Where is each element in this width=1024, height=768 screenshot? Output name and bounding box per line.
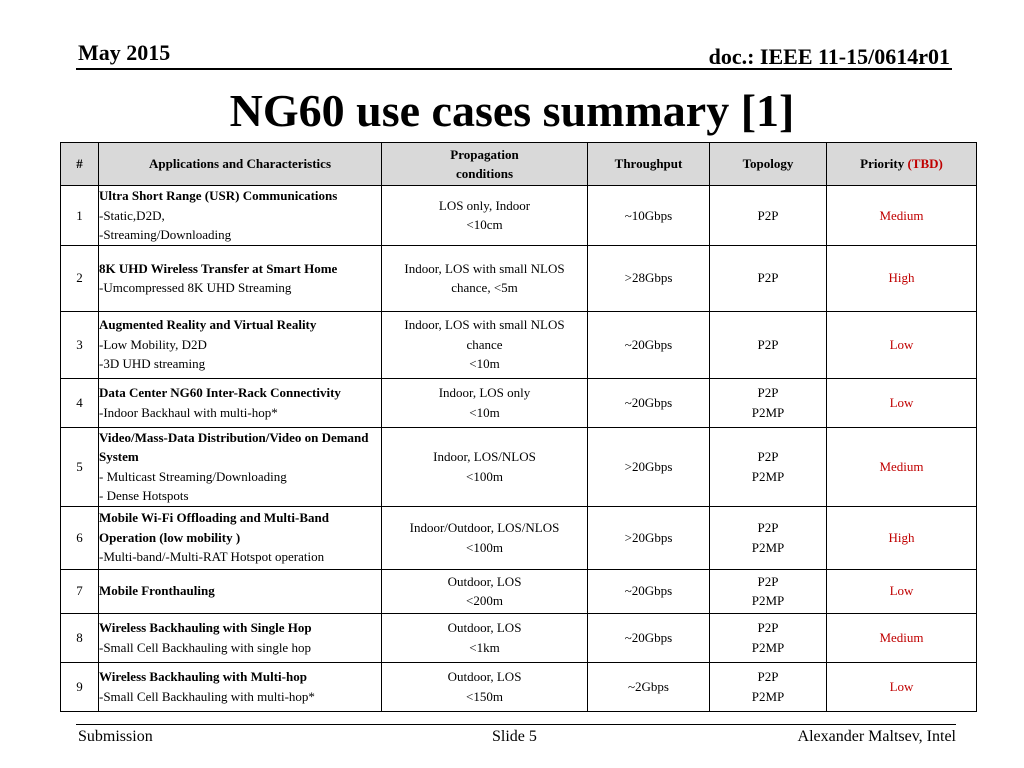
header-propagation-line2: conditions: [455, 166, 514, 181]
propagation-line: <10m: [469, 404, 500, 420]
row-priority: High: [827, 506, 977, 569]
application-detail: - Dense Hotspots: [99, 488, 189, 503]
table-row: [61, 245, 977, 311]
row-priority: Medium: [827, 427, 977, 506]
row-application: [99, 569, 382, 613]
propagation-line: Outdoor, LOS: [447, 573, 522, 589]
footer-submission: Submission: [78, 728, 153, 745]
row-number: 2: [61, 245, 99, 311]
row-application: [99, 311, 382, 378]
application-title: Wireless Backhauling with Single Hop: [99, 620, 312, 635]
row-propagation: [382, 569, 588, 613]
table-row: [61, 506, 977, 569]
topology-line: P2MP: [751, 639, 785, 655]
row-priority: Medium: [827, 186, 977, 246]
topology-line: P2P: [757, 336, 779, 352]
row-propagation: [382, 311, 588, 378]
row-application: [99, 506, 382, 569]
row-priority: Low: [827, 569, 977, 613]
propagation-line: chance, <5m: [451, 280, 518, 295]
application-title: Ultra Short Range (USR) Communications: [99, 188, 338, 203]
row-propagation: [382, 613, 588, 662]
row-topology: [710, 378, 827, 427]
topology-line: P2P: [757, 520, 779, 535]
row-throughput: ~2Gbps: [588, 662, 710, 711]
row-number: 4: [61, 378, 99, 427]
footer-slide-number: Slide 5: [492, 728, 537, 745]
row-priority: Medium: [827, 613, 977, 662]
row-application: [99, 613, 382, 662]
propagation-line: <100m: [466, 539, 503, 555]
propagation-line: chance: [466, 336, 503, 352]
row-priority: Low: [827, 378, 977, 427]
topology-line: P2MP: [751, 404, 785, 420]
propagation-line: <150m: [466, 688, 503, 704]
table-row: [61, 613, 977, 662]
application-detail: -Static,D2D,: [99, 207, 165, 223]
application-detail: -3D UHD streaming: [99, 356, 206, 372]
application-title: Mobile Wi-Fi Offloading and Multi-Band Operation (low mobility ): [99, 510, 329, 545]
header-priority-tbd: (TBD): [907, 156, 943, 172]
row-number: 3: [61, 311, 99, 378]
row-number: 5: [61, 427, 99, 506]
header-number: #: [61, 143, 99, 186]
propagation-line: Indoor, LOS/NLOS: [433, 449, 536, 464]
use-cases-table: [60, 142, 977, 712]
row-application: [99, 378, 382, 427]
application-detail: -Umcompressed 8K UHD Streaming: [99, 280, 292, 295]
row-topology: [710, 569, 827, 613]
table-row: [61, 662, 977, 711]
application-title: Video/Mass-Data Distribution/Video on Demand System: [99, 429, 369, 464]
application-detail: -Multi-band/-Multi-RAT Hotspot operation: [99, 549, 325, 565]
row-application: [99, 662, 382, 711]
propagation-line: LOS only, Indoor: [438, 197, 531, 213]
header-topology: Topology: [710, 143, 827, 186]
footer-author: Alexander Maltsev, Intel: [797, 728, 956, 745]
row-number: 7: [61, 569, 99, 613]
header-rule: [76, 68, 952, 70]
row-application: [99, 245, 382, 311]
propagation-line: <200m: [466, 593, 503, 608]
row-topology: [710, 427, 827, 506]
topology-line: P2MP: [751, 593, 785, 608]
row-application: [99, 427, 382, 506]
row-propagation: [382, 506, 588, 569]
row-throughput: ~20Gbps: [588, 311, 710, 378]
row-throughput: >28Gbps: [588, 245, 710, 311]
propagation-line: Indoor, LOS with small NLOS: [404, 260, 565, 276]
row-application: [99, 186, 382, 246]
table-row: [61, 311, 977, 378]
row-topology: [710, 506, 827, 569]
row-throughput: ~10Gbps: [588, 186, 710, 246]
row-topology: [710, 613, 827, 662]
row-topology: [710, 662, 827, 711]
propagation-line: <100m: [466, 468, 503, 484]
table-header-row: [61, 143, 977, 186]
slide-title: NG60 use cases summary [1]: [229, 85, 795, 136]
header-doc-id: doc.: IEEE 11-15/0614r01: [708, 44, 950, 69]
row-throughput: ~20Gbps: [588, 613, 710, 662]
topology-line: P2MP: [751, 688, 785, 704]
application-detail: -Small Cell Backhauling with single hop: [99, 639, 311, 655]
row-propagation: [382, 427, 588, 506]
application-detail: -Low Mobility, D2D: [99, 336, 207, 352]
application-title: Mobile Fronthauling: [99, 583, 215, 599]
row-propagation: [382, 186, 588, 246]
header-applications: Applications and Characteristics: [99, 143, 382, 186]
topology-line: P2P: [757, 207, 779, 223]
application-title: 8K UHD Wireless Transfer at Smart Home: [99, 260, 338, 276]
topology-line: P2P: [757, 669, 779, 684]
propagation-line: Outdoor, LOS: [447, 669, 522, 684]
header-throughput: Throughput: [588, 143, 710, 186]
row-topology: [710, 245, 827, 311]
propagation-line: <10cm: [466, 217, 503, 233]
row-priority: Low: [827, 662, 977, 711]
propagation-line: Indoor, LOS only: [438, 385, 531, 400]
header-propagation-line1: Propagation: [450, 146, 519, 162]
row-number: 8: [61, 613, 99, 662]
row-propagation: [382, 378, 588, 427]
row-propagation: [382, 662, 588, 711]
table-row: [61, 427, 977, 506]
application-detail: -Indoor Backhaul with multi-hop*: [99, 404, 278, 420]
row-number: 9: [61, 662, 99, 711]
topology-line: P2P: [757, 620, 779, 635]
application-title: Wireless Backhauling with Multi-hop: [99, 669, 307, 684]
row-throughput: ~20Gbps: [588, 569, 710, 613]
application-detail: -Streaming/Downloading: [99, 227, 232, 242]
application-detail: - Multicast Streaming/Downloading: [99, 468, 287, 484]
topology-line: P2P: [757, 573, 779, 589]
header-priority-label: Priority: [860, 156, 905, 172]
table-row: [61, 186, 977, 246]
topology-line: P2MP: [751, 468, 785, 484]
row-topology: [710, 311, 827, 378]
header-priority: [827, 143, 977, 186]
row-throughput: >20Gbps: [588, 427, 710, 506]
topology-line: P2MP: [751, 539, 785, 555]
application-title: Augmented Reality and Virtual Reality: [99, 317, 317, 333]
row-priority: High: [827, 245, 977, 311]
footer-rule: [76, 724, 956, 725]
row-propagation: [382, 245, 588, 311]
propagation-line: Outdoor, LOS: [447, 620, 522, 635]
row-priority: Low: [827, 311, 977, 378]
propagation-line: Indoor, LOS with small NLOS: [404, 317, 565, 333]
topology-line: P2P: [757, 270, 779, 286]
propagation-line: Indoor/Outdoor, LOS/NLOS: [409, 520, 560, 535]
row-throughput: >20Gbps: [588, 506, 710, 569]
row-topology: [710, 186, 827, 246]
header-propagation: [382, 143, 588, 186]
row-number: 1: [61, 186, 99, 246]
table-row: [61, 569, 977, 613]
table-row: [61, 378, 977, 427]
propagation-line: <1km: [469, 639, 500, 655]
row-number: 6: [61, 506, 99, 569]
propagation-line: <10m: [469, 356, 500, 372]
application-title: Data Center NG60 Inter-Rack Connectivity: [99, 385, 341, 400]
topology-line: P2P: [757, 449, 779, 464]
application-detail: -Small Cell Backhauling with multi-hop*: [99, 688, 315, 704]
topology-line: P2P: [757, 385, 779, 400]
header-date: May 2015: [78, 40, 171, 65]
row-throughput: ~20Gbps: [588, 378, 710, 427]
